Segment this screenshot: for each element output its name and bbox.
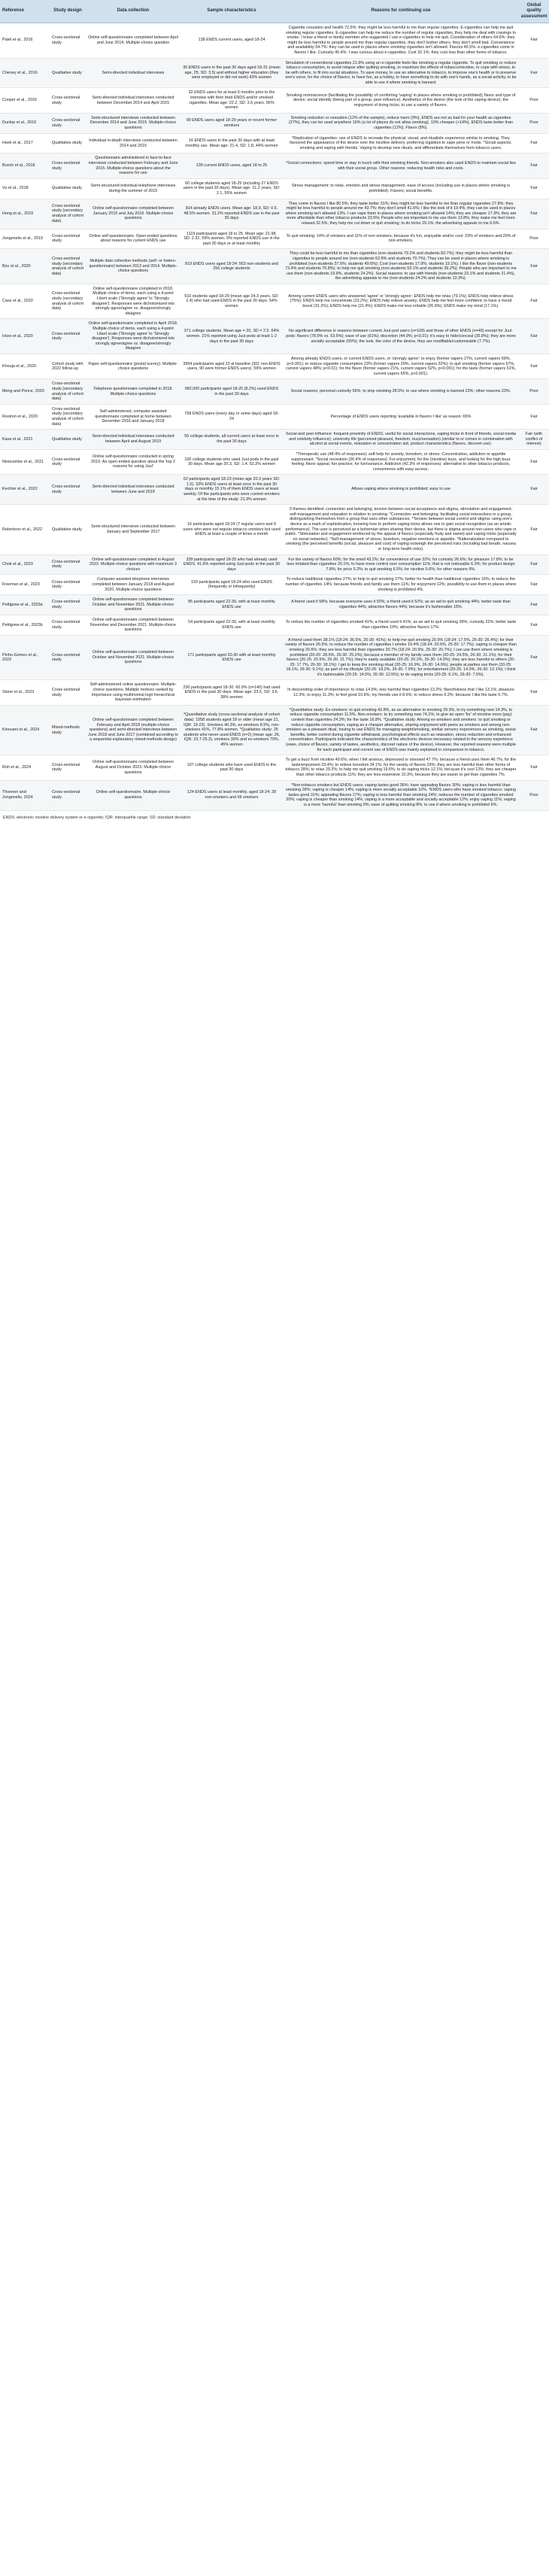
cell-collection: Online self-questionnaire completed in 2018. Multiple choice of items, each using a 4-point Likert scale ('Strongly agree' to 'Strongly disagree'). Responses were dichotomized into strongly agree/agree vs. disagree/strongly disagree: [91, 286, 175, 316]
cell-collection: Computer-assisted telephone interviews completed between January 2018 and August 2020. Multiple-choice questions: [92, 577, 174, 592]
cell-design: Cross-sectional study: [52, 688, 80, 697]
cell-reference: Kava et al., 2021: [2, 436, 33, 442]
cell-design: Cross-sectional study (secondary analysis of cohort data): [52, 256, 83, 276]
cell-design: Mixed-methods study: [52, 724, 80, 735]
cell-quality: Poor: [529, 792, 538, 797]
cell-reference: Case et al., 2020: [2, 299, 33, 304]
cell-design: Cross-sectional study (secondary analysis of cohort data): [52, 291, 83, 311]
table-row: [0, 229, 549, 249]
cell-quality: Fair: [530, 163, 538, 169]
cell-reasons: Simulation of conventional cigarettes 21.6% using an e-cigarette feels like smoking a regular cigarette. To quit smoking or reduce tobacco consumption, to avoid relapse after quitting smoking, to maximize the effects of tobacco/nicotine, to cope with stress, to be with others, to fit into social situations. To save money, to use an alternative to tobacco, to improve one's health or to preserve one's voice, for the choice of flavors, to have fun, as a hobby, to have something to do with one's hands, as a social activity, to be able to use it where smoking is banned.: [285, 60, 517, 85]
cell-design: Cross-sectional study: [52, 600, 80, 610]
cell-reference: Newcombe et al., 2021: [2, 459, 44, 464]
cell-reference: Thoonen and Jongenelis, 2024: [2, 790, 33, 800]
cell-design: Cross-sectional study: [52, 559, 80, 570]
table-row: [0, 284, 549, 319]
table-row: [0, 199, 549, 229]
table-row: [0, 354, 549, 379]
cell-design: Cross-sectional study: [52, 233, 80, 244]
table-row: [0, 319, 549, 354]
cell-sample: 139 current ENDS users, aged 18 to 25: [196, 163, 268, 169]
cell-sample: 54 participants aged 22-30, with at least monthly ENDS use: [188, 620, 275, 630]
cell-collection: Multiple data collection methods (self- or hetero-questionnaire) between 2013 and 2014. Multiple-choice questions: [89, 259, 177, 274]
cell-design: Cross-sectional study (secondary analysis of cohort data): [52, 203, 83, 223]
table-row: [0, 505, 549, 554]
cell-reasons: In descending order of importance: to relax 14.9%; less harmful than cigarettes 13.2%; flavorfulness that I like 13.1%; pleasure 12.3%; to enjoy 11.3%; to feel good 10.6%; my friends use it 8.6%; to reduce stress 6.2%; because I like the taste 5.7%.: [287, 688, 514, 697]
cell-reference: Cheney et al., 2016: [2, 70, 38, 75]
table-row: [0, 575, 549, 595]
cell-quality: Fair: [530, 70, 538, 75]
cell-reference: Khouja et al., 2020: [2, 363, 36, 369]
header-reasons: Reasons for continuing use: [283, 0, 519, 23]
cell-sample: 85 participants aged 22-30, with at least monthly ENDS use: [188, 600, 275, 610]
cell-design: Cross-sectional study: [52, 652, 80, 663]
cell-reasons: Percentage of ENDS users reporting 'available in flavors I like' as reason: 65%: [330, 414, 472, 419]
evidence-table: [0, 0, 549, 811]
cell-reference: Meng and Ponce, 2020: [2, 389, 44, 394]
cell-quality: Fair: [530, 655, 538, 660]
cell-reference: Kechter et al., 2022: [2, 487, 38, 492]
cell-sample: 99 ENDS users aged 18-29 years or recent former smokers: [186, 118, 278, 128]
cell-collection: Online self-questionnaire completed between August and October 2023. Multiple-choice questions: [93, 760, 174, 775]
cell-design: Cross-sectional study: [52, 579, 80, 590]
cell-design: Cross-sectional study: [52, 762, 80, 773]
cell-quality: Poor: [529, 389, 538, 394]
page: [0, 0, 549, 825]
table-row: [0, 88, 549, 113]
cell-reasons: *Quantitative study: Ex-smokers: to quit smoking 42.8%, as an alternative to smoking 29.3%, to try something new 14.3%, to reduce cigarette consumption 11.5%. Non-smokers: to try something new 74.1%; to give an open 'for' of nicotine more (pay) content than cigarettes 24.3%; for the taste 16.8%. *Qualitative study: Among ex-smokers and smokers: to quit smoking or reduce cigarette consumption, vaping as a cheaper alternative, sharing enjoyment with peers as smokers and among non-smokers as a pleasant ritual, having to use ENDS for managing weight/smoking, similar sensory experiences as smoking, social benefits, better control during cigarette withdrawal, psychological effects such as relaxation, stress reduction and enhanced concentration. Participants indicated the characteristics of the electronic devices necessary related to the sensory experience (ease, choice of flavors, variety of tastes, aesthetics, discreet nature of the device). However, the reported reasons were multiple for each participant and current use of ENDS was mainly explained in comparison to tobacco.: [286, 707, 516, 752]
cell-sample: 124 ENDS users at least monthly, aged 18-24; 28 non-smokers and 66 smokers: [187, 790, 277, 800]
cell-collection: Online self-questionnaire completed between January 2015 and July 2016. Multiple-choice questions: [93, 206, 174, 221]
cell-quality: Fair: [530, 263, 538, 269]
table-row: [0, 780, 549, 810]
table-row: [0, 133, 549, 153]
cell-collection: Online self-questionnaire completed in August 2022. Multiple-choice questions with maximum 3 choices: [89, 557, 177, 572]
cell-reference: Ickes et al., 2020: [2, 333, 33, 339]
cell-quality: Fair: [530, 728, 538, 733]
cell-reference: Robertson et al., 2022: [2, 527, 43, 532]
cell-quality: Fair: [530, 602, 538, 607]
cell-reasons: Social and peer influence: frequent proximity of ENDS; useful for social interactions, vaping tricks in front of friends, social media and celebrity influence); university life (perceived pleasant, freedom, buzz/sensation) (similar to or comes in combination with alcohol at social events, relaxation or concentration aid, product characteristics (flavors, discreet use).: [286, 432, 516, 447]
cell-reasons: *Social connections: spend time or stay in touch with their smoking friends. Non-smokers also used ENDS to maintain social ties with their social group. Other reasons: reducing health risks and costs.: [286, 161, 516, 171]
table-row: [0, 449, 549, 474]
table-row: [0, 249, 549, 284]
cell-quality: Fair: [530, 333, 538, 339]
cell-reasons: Smoking reduction or cessation (12% of the sample), reduce harm (9%), ENDS are not as bad for your health as cigarettes (27%), they can be used anywhere 16% (a lot of places do not allow smoking), 10% cheaper (+14%), ENDS taste better than cigarettes (12%). Flavor (8%).: [289, 115, 513, 131]
cell-design: Cross-sectional study: [52, 485, 80, 494]
cell-quality: Fair: [530, 459, 538, 464]
cell-reference: Hoek et al., 2017: [2, 141, 33, 146]
cell-sample: 16 participants aged 18-24 (7 regular users and 9 users who were not regular tobacco smokers but used ENDS at least a couple of times a month: [183, 522, 281, 537]
cell-collection: Online self-questionnaire completed between October and November 2021. Multiple-choice questions: [92, 597, 174, 612]
table-row: [0, 615, 549, 635]
cell-quality: Fair: [530, 299, 538, 304]
cell-reference: Patel et al., 2016: [2, 38, 33, 43]
cell-quality: Poor: [529, 98, 538, 103]
cell-quality: Fair: [530, 38, 538, 43]
cell-sample: 60 college students aged 18-25 (including 27 ENDS users in the past 30 days). Mean age: 21.2 years, SD: 2.1, 55% women: [183, 181, 281, 196]
cell-reasons: No significant difference in reasons between current Juul-pod users (n=109) and those of other ENDS (n=49) except for Juul-pods: flavors (78.9% vs. 53.5%); ease of use (61%); discretion (44.9%; p<0.01); it's easy to hide/conceal (35.8%); they are more socially acceptable (55%); the look, the color of the device, they are modifiable/customizable (7.7%).: [286, 329, 516, 344]
cell-design: Cross-sectional study: [52, 35, 80, 45]
cell-sample: 100 college students who used Juul-pods in the past 30 days. Mean age 20.3, SD: 1.4. 52.2% women: [184, 457, 279, 467]
cell-collection: Self-administered online questionnaire. Multiple-choice questions. Multiple motives ranked by importance using multinomial logit hierarchical bayesian estimation: [89, 682, 177, 703]
cell-reasons: 3 themes identified: connection and belonging; tension between social acceptance and stigma, stimulation and engagement; self-management and relaxation in relation to smoking. *Connection and belonging: facilitating social interactions in a group, distinguishing themselves from a group that uses other substances. *Tension between social control and stigma: using one's device as a mark of sophistication, knowing how to perform vaping tricks allows one to gain social recognition (as an artistic performance). The user is perceived as a bohemian when sharing their device, but there is stigma around non-users who vape in public. *Stimulation and engagement reinforced by the appeal of flavors (especially fruity and sweet) and vaping tricks (especially on social networks). *Self-management: of stress, boredom, negative emotions or appetite. *Rationalization compared to smoking (the perceived benefits (social, pleasure and cost) of vaping outweigh the perceived risks (including bad breath, nausea or long-term health risks).: [285, 507, 517, 551]
cell-reasons: A friend used it 58%; because everyone uses it 50%; a friend used it 52%; as an aid to quit smoking 44%; better taste than cigarettes 44%; attractive flavors 44%; because it's fashionable 15%.: [291, 600, 511, 610]
cell-reasons: To reduce traditional cigarettes 27%; to help to quit smoking 27%; better for health than traditional cigarettes 16%; to reduce the number of cigarettes 14%; because friends and family use them 11%; for enjoyment 12%; possibility to use them in places where smoking is prohibited 4%.: [285, 577, 517, 592]
cell-sample: 682,000 participants aged 18-25 (8.2%) used ENDS in the past 30 days: [184, 386, 279, 396]
cell-quality: Fair: [530, 527, 538, 532]
cell-quality: Poor: [529, 236, 538, 242]
table-body: [0, 23, 549, 810]
cell-collection: Online self-questionnaire conducted in spring 2019. An open-ended question about the 'top 2 reasons for using Juul': [91, 454, 175, 469]
cell-collection: Semi-directed individual interviews conducted between December 2014 and April 2015: [92, 96, 174, 105]
table-footnote: ENDS: electronic nicotine delivery system or e-cigarette; IQR: interquartile range; SD: standard deviation: [3, 815, 191, 820]
cell-reference: Vu et al., 2018: [2, 186, 29, 191]
cell-design: Qualitative study: [52, 70, 82, 75]
cell-sample: 230 participants aged 18-30. 60.9% (n=140) had used ENDS in the past 30 days. Mean age: 23.5, SD: 3.6. 38% women: [183, 685, 281, 700]
cell-design: Cohort study with 2022 follow-up: [52, 361, 83, 372]
cell-quality: Fair: [530, 141, 538, 146]
header-sample-characteristics: Sample characteristics: [180, 0, 283, 23]
cell-reasons: *Non-tobacco smokers but ENDS users: vaping tastes good 36%; have appealing flavors 30%; vaping is less harmful than smoking 28%; vaping is cheaper 14%; vaping is more socially acceptable 10%. *ENDS users who have smoked tobacco: vaping tastes good 31%; appealing flavors 27%; vaping is less harmful than smoking 24%; reduces the number of cigarettes smoked 20%; vaping is cheaper than smoking 14%; vaping is a more acceptable and socially acceptable 12%; enjoy vaping 11%; vaping is a more 'harmful' than smoking 9%; ease of quitting smoking 8%; to use it where smoking is prohibited 6%.: [286, 782, 516, 807]
cell-design: Cross-sectional study: [52, 790, 80, 800]
cell-sample: 339 participants aged 18-25 who had already used ENDS. 41.6% reported using Juul-pods in the past 30 days: [184, 557, 280, 572]
cell-collection: Online self-questionnaire completed between April and June 2014. Multiple-choice question: [88, 35, 178, 45]
table-row: [0, 755, 549, 780]
header-row: [0, 0, 549, 23]
cell-collection: Semi-structured interviews conducted between January and September 2017: [91, 524, 175, 534]
cell-quality: Fair: [530, 211, 538, 216]
cell-collection: Paper self-questionnaire (postal survey). Multiple-choice questions: [88, 361, 178, 372]
table-row: [0, 680, 549, 705]
cell-reasons: To get a buzz from nicotine 49.6%; when I felt anxious, depressed or stressed 47.7%; because a friend uses them 46.7%; for the taste/enjoyment 33.4%; to relieve boredom 34.1%; for the variety of flavors 29%; they are less harmful than other forms of tobacco 28%; to relax 29.2%; to help me quit smoking 19.6%; to do vaping tricks 12.1%; because it's cool 12%; they are cheaper than other tobacco products 11%; they are less expensive 10.3%; because they are easier to get than cigarettes 7%.: [285, 758, 517, 777]
cell-collection: Online self-questionnaire completed between November and December 2021. Multiple-choice questions: [89, 617, 177, 633]
table-row: [0, 430, 549, 450]
cell-design: Qualitative study: [52, 527, 82, 532]
cell-quality: Fair: [530, 622, 538, 627]
cell-sample: 30 ENDS users in the past 30 days aged 18-31 (mean age, 25; SD: 3.5) and without higher education (they were employed or did not work) 43% women: [183, 65, 281, 80]
table-row: [0, 178, 549, 199]
table-row: [0, 58, 549, 88]
cell-collection: Semi-structured interviews conducted between December 2014 and June 2015. Multiple-choice questions: [89, 115, 177, 131]
cell-reference: Stone et al., 2023: [2, 690, 35, 695]
cell-reference: Dunlop et al., 2016: [2, 120, 37, 126]
cell-sample: 768 ENDS users (every day or some days) aged 18-24: [184, 412, 279, 421]
table-row: [0, 595, 549, 615]
cell-collection: Semi-structured individual telephone interviews during the summer of 2015: [90, 184, 176, 193]
cell-reference: Bzu et al., 2020: [2, 263, 31, 269]
cell-reference: Rostron et al., 2020: [2, 414, 38, 419]
cell-reference: Pettigrew et al., 2023a: [2, 602, 43, 607]
cell-collection: Semi-directed individual interviews conducted between June and 2019: [92, 485, 174, 494]
cell-design: Cross-sectional study: [52, 331, 80, 342]
cell-reference: Roh et al., 2024: [2, 765, 32, 770]
cell-design: Cross-sectional study: [52, 96, 80, 105]
cell-collection: Questionnaire administered in face-to-face interviews conducted between February and June 2015. Multiple-choice questions about the reasons for use: [88, 156, 178, 176]
cell-collection: Self-administered, computer-assisted questionnaire completed at home between December 2016 and January 2018: [95, 409, 171, 424]
table-row: [0, 635, 549, 680]
cell-quality: Fair: [530, 690, 538, 695]
cell-design: Cross-sectional study (secondary analysis of cohort data): [52, 406, 83, 427]
cell-sample: 107 college students who have used ENDS in the past 30 days: [187, 762, 277, 773]
cell-reasons: Social reasons: personal curiosity 56%; to stop smoking 28.5%; to use where smoking is banned 23%; other reasons 23%.: [290, 389, 511, 394]
cell-collection: Telephone questionnaire completed in 2018. Multiple-choice questions: [93, 386, 173, 396]
cell-reasons: Stress management: to relax, emotion and stress management, ease of access (including use in places where smoking is prohibited). Flavors; social benefits.: [291, 184, 511, 193]
cell-design: Qualitative study: [52, 186, 82, 191]
cell-quality: Fair (with conflict of interest): [525, 432, 543, 447]
cell-sample: *Quantitative study (cross-sectional analysis of cohort data): 1058 students aged 18 or older (mean age 21, IQR: 19-23). Smokers 40.3%, ex-smokers 8.5%, non-smokers 41%, 77.8% women. *Qualitative study: 25 students who never used ENDS (n=2) (mean age: 26, IQR: 23.7-25.3), smokers 30% and ex-smokers 70%, 45% women: [183, 712, 281, 747]
table-row: [0, 113, 549, 133]
cell-reasons: Cigarette cessation and health 72.5%: they might be less harmful to me than regular cigarettes. E-cigarettes can help me quit smoking regular cigarettes. E-cigarettes can help me reduce the number of regular cigarettes, they help me deal with cravings to smoke. I know a friend or family member who suggested I use e-cigarettes to help me quit. Consideration of others 64.6%: they might be less harmful to people around me than regular cigarettes, they don't bother others, they don't smell bad. Convenience and availability 54.7%: they can be used in places where smoking cigarettes isn't allowed. Flavors 45.5%: e-cigarettes come in flavors I like. Curiosity 45.4%: I was curious about e-cigarettes. Cost 32.1%: they cost less than other forms of tobacco.: [286, 25, 516, 55]
cell-reference: Kinouani et al., 2024: [2, 728, 40, 733]
cell-reasons: They come in flavors I like 80.5%; they taste better 31%; they might be less harmful to me than regular cigarettes 27.8%; they might be less harmful to people around me 43.7%; they don't smell 41.6%; I like the look of it 19.4%; they can be used in places where smoking isn't allowed 13%. I can vape them in places where smoking isn't allowed 14%; they are cheaper 17.3%; they are more affordable than other tobacco products 23.5%; People who are important to me use them 13.8%; they make me feel more relaxed 32.5%; they help me cut down or quit smoking; to do tricks 29.1%; the advertising appeals to me 6.6%.: [285, 201, 517, 226]
cell-collection: Semi-directed individual interviews: [102, 70, 165, 75]
table-row: [0, 705, 549, 755]
cell-sample: 510 students aged 18-29 (mean age 24.3 years, SD: 2.4) who had used ENDS in the past 30 days. 54% women: [184, 293, 279, 308]
cell-design: Cross-sectional study (secondary analysis of cohort data): [52, 381, 83, 402]
cell-reference: Pinho-Gomes et al., 2023: [2, 652, 38, 663]
cell-sample: 62 participants aged 18-23 (mean age 20.3 years SD: 1.5). 32% ENDS users at least once in the past 30 days or monthly 15.1% of them ENDS users at least weekly. Of the participants who were current smokers at the time of the study: 21.3% women: [183, 477, 281, 502]
cell-sample: 819 ENDS users aged 18-24: 563 non-students and 256 college students: [184, 261, 279, 272]
cell-reasons: *Replication of cigarettes: use of ENDS to recreate the physical, visual, and ritualistic experience similar to smoking. They favoured the appearance of the device over the nicotine delivery, preferring cigalikes to vape pens or mods. *Social aspects: smoking and vaping with friends. Vaping to develop new rituals, and differentiate themselves from tobacco users.: [290, 135, 512, 150]
header-quality: Global quality assessment: [519, 0, 549, 23]
cell-reasons: They could be less harmful to me than cigarettes (non-students 79.2% and students 83.7%); they might be less harmful than cigarettes to people around me (non-students 62.8% and students 70.7%); They can be used in places where smoking is prohibited (non-students 37.6%; students 49.6%); Cost (non-students 17.9%; students 19.1%). I like the flavor (non-students 73.4% and students 76.8%); to help me quit smoking (non-students 53.1% and students 39.2%); People who are important to me use them (non-students 19.9%, students 24.2%). Social reasons: to use with friends (non-students 23.1% and students 21.4%), the advertising appeals to me (non-students 24.2% and students 13.3%).: [285, 251, 517, 281]
cell-sample: 16 ENDS users in the past 30 days with at least monthly use. Mean age: 21.4, SD: 1.8, 44% women: [185, 138, 278, 148]
cell-collection: Online self-questionnaire completed between February and April 2018 (multiple-choice questions) and semi-directed interviews between June 2018 and June 2017 (combined according to a sequential explanatory mixed-methods design): [88, 718, 178, 743]
cell-collection: Semi-directed individual interviews conducted between April and August 2019: [92, 434, 174, 445]
cell-sample: 193 participants aged 18-24 who used ENDS (frequently or infrequently): [191, 579, 272, 590]
cell-design: Cross-sectional study: [52, 118, 80, 128]
cell-sample: 371 college students. Mean age = 20, SD = 2.5. 64% women. 21% reported using Juul-pods at least 1-2 days in the past 30 days: [184, 329, 280, 344]
cell-reasons: For the variety of flavors 60%; for the smell 43.2%; for convenience of use 32%; for curiosity 26.6%; for pleasure 17.8%; to be less irritated than cigarettes 20.1%; to have more control over consumption 11%; that is not noticeable 6.3%; for product design 7.8%; for price 5.2%; to quit smoking 6.5%; for nicotine 5.6%; for other reasons 9%.: [287, 557, 515, 572]
cell-reference: Bunch et al., 2018: [2, 163, 35, 169]
cell-design: Cross-sectional study: [52, 457, 80, 467]
table-header: [0, 0, 549, 23]
cell-reasons: Smoking reminiscence (facilitating the possibility of comforting 'vaping' in places where smoking is prohibited); flavor and type of device; social identity (being part of a group, peer influence). Aesthetics of the device (the look of the vaping device); the enjoyment of doing tricks; to use a variety of flavors.: [286, 93, 516, 108]
cell-reasons: Allows vaping where smoking is prohibited; easy to use: [351, 487, 450, 492]
cell-collection: Online self-questionnaire. Multiple-choice questions: [96, 790, 171, 800]
cell-reference: Hong et al., 2019: [2, 211, 34, 216]
cell-quality: Fair: [530, 487, 538, 492]
cell-reasons: A friend used them 38.1% (18-24: 36.5%, 25-30: 41%); to help me quit smoking 20.9% (18-24: 17.5%, 25-30: 26.4%); for their variety of flavors 26.5%; to reduce the number of cigarettes I smoke 19.4% (18-24: 20.5%, 25-30: 17.7%); vaping is cheaper than smoking 20.6%; they are less harmful than cigarettes 20.7% (18-24: 20.9%, 25-30: 20.7%); I can use them where smoking is prohibited (20-25: 28.5%, 26-30: 25.2%); because a member of my family uses them (20-25: 24.5%, 26-30: 21.1%); for their flavors (20-25: 20.5%; 26-30: 21.7%); they're easily available (20-25: 20.2%, 26-30: 14.9%); they are less harmful to others (20-25: 17.7%, 26-30: 18.1%); I get to keep the smoking ritual (20-25: 16.9%, 26-30: 14.9%); people at parties use them (20-25: 18.1%, 26-30: 9.1%); as part of my lifestyle (20-25: 18.2%, 26-30: 7.9%); for entertainment (20-25: 14.3%, 26-30: 12.1%); I think it's fashionable (20-25: 14.5%; 26-30: 12.5%); to do vaping tricks (20-25: 9.1%, 26-30: 7.6%).: [285, 637, 517, 677]
header-data-collection: Data collection: [86, 0, 180, 23]
cell-quality: Fair: [530, 562, 538, 567]
cell-reasons: Among already ENDS users, or current ENDS users, or 'strongly agree': to enjoy (former vapers 27%, current vapers 59%, p<0.001); to reduce cigarette consumption 23% (former vapers 29%, current vapers 32%); to quit smoking (former vapers 57%, current vapers 48%; p<0.01); for the flavor (former vapers 21%, current vapers 52%, p<0.001); for the taste (former vapers 51%, current vapers 65%, p<0.001).: [286, 357, 516, 376]
cell-quality: Fair: [530, 363, 538, 369]
table-row: [0, 153, 549, 178]
table-row: [0, 23, 549, 58]
cell-reasons: *Therapeutic use (48.4% of responses): self-help for anxiety, boredom, or stress. Concentration, addiction or appetite suppressant. *Social recreation (26.4% of responses): For enjoyment, for the (nicotine) buzz, and looking for the high buzz feeling, flavor appeal, fun practice, for fun/variance. Addiction (42.3% of responses): alternative to other tobacco products, convenience with easy access.: [291, 451, 511, 472]
cell-collection: Individual in-depth interviews conducted between 2014 and 2015: [89, 138, 177, 148]
cell-design: Cross-sectional study: [52, 620, 80, 630]
table-row: [0, 404, 549, 429]
cell-collection: Online self-questionnaire completed between October and November 2021. Multiple-choice questions: [92, 650, 174, 665]
cell-quality: Fair: [530, 582, 538, 587]
cell-quality: Fair: [530, 414, 538, 419]
header-reference: Reference: [0, 0, 50, 23]
cell-sample: 171 participants aged 20-30 with at least monthly ENDS use: [187, 652, 276, 663]
cell-reference: Freeman et al., 2023: [2, 582, 40, 587]
cell-sample: 3994 participants aged 23 at baseline (301 non-ENDS users, 90 were former ENDS users). 59% women: [183, 361, 281, 372]
table-row: [0, 475, 549, 505]
cell-sample: 32 ENDS users for at least 6 months prior to the interview with their tried ENDS and/or smoked cigarettes. Mean age: 22.2, SD: 3.6 years, 56% women: [188, 90, 275, 111]
cell-reasons: Among current ENDS users who answered 'agree' or 'strongly agree': ENDS help me relax (79.1%); ENDS help relieve stress (75%); ENDS help me concentrate (23.2%); ENDS help relieve anxiety; ENDS help me feel more confident; to have a mood boost (31.2%); ENDS help me (21.4%); ENDS make me less irritable (26.9%); ENDS make my mind (17.1%).: [288, 293, 514, 308]
cell-sample: 138 ENDS current users, aged 18-24: [198, 38, 265, 43]
cell-sample: 1119 participants aged 18 to 25. Mean age: 21.98; SD: 2.32, 59% women. 9% reported ENDS use in the past 30 days or at least monthly: [184, 231, 280, 246]
cell-reference: Pettigrew et al., 2023b: [2, 622, 43, 627]
cell-reasons: To reduce the number of cigarettes smoked 41%; a friend used it 41%; as an aid to quit smoking 39%; curiosity 22%; better taste than cigarettes 19%; attractive flavors 17%.: [285, 620, 517, 630]
cell-collection: Online self-questionnaire completed in April 2018. Multiple choice of items, each using a 4-point Likert scale ('Strongly agree' to 'Strongly disagree'). Responses were dichotomized into strongly agree/agree vs. disagree/strongly disagree: [88, 321, 178, 351]
cell-sample: 814 already ENDS users. Mean age: 18.9, SD: 0.6, 48.5% women. 31.2% reported ENDS use in the past 30 days: [184, 206, 280, 221]
cell-design: Qualitative study: [52, 141, 82, 146]
cell-reference: Jongenelis et al., 2019: [2, 236, 43, 242]
cell-quality: Fair: [530, 186, 538, 191]
cell-collection: Online self-questionnaire. Open-ended questions about reasons for current ENDS use: [89, 233, 177, 244]
table-row: [0, 379, 549, 404]
cell-quality: Poor: [529, 120, 538, 126]
header-study-design: Study design: [50, 0, 86, 23]
cell-reference: Cooper et al., 2016: [2, 98, 37, 103]
cell-quality: Fair: [530, 765, 538, 770]
cell-reasons: To quit smoking: 14% of smokers and 11% of non-smokers; because it's fun, enjoyable and/or cool: 23% of smokers and 20% of non-smokers.: [286, 233, 516, 244]
cell-sample: 55 college students, all current users at least once in the past 30 days: [184, 434, 279, 445]
cell-design: Qualitative study: [52, 436, 82, 442]
table-row: [0, 554, 549, 575]
cell-reference: Chok et al., 2023: [2, 562, 33, 567]
cell-design: Cross-sectional study: [52, 161, 80, 171]
